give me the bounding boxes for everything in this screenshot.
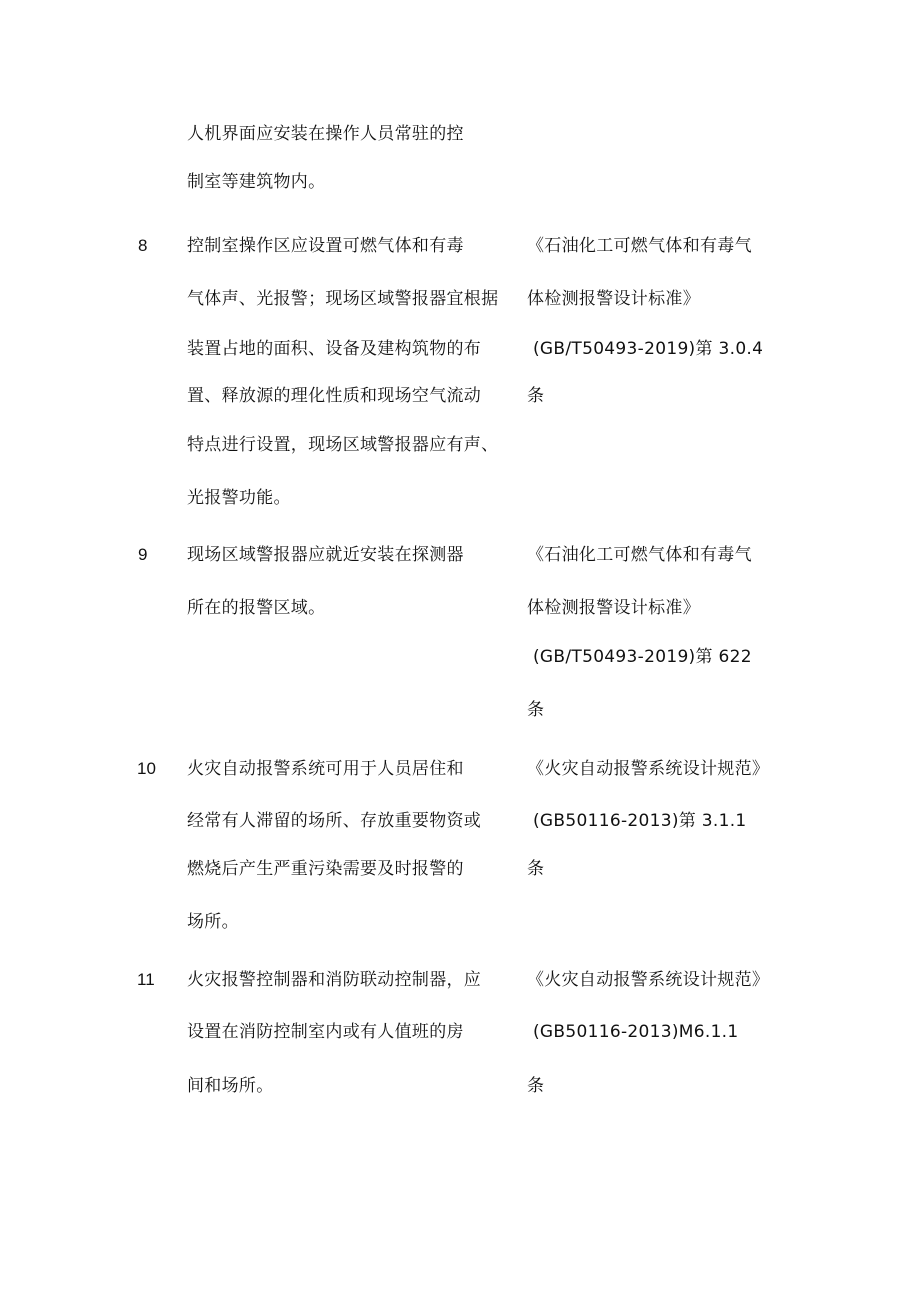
basis-line: 体检测报警设计标准》 xyxy=(527,289,700,309)
requirement-line: 置、释放源的理化性质和现场空气流动 xyxy=(187,386,482,406)
requirement-line: 装置占地的面积、设备及建构筑物的布 xyxy=(187,339,482,359)
requirement-line: 气体声、光报警；现场区域警报器宜根据 xyxy=(187,289,499,309)
row-number: 11 xyxy=(137,970,155,989)
requirement-line: 控制室操作区应设置可燃气体和有毒 xyxy=(187,236,464,256)
basis-line: 《火灾自动报警系统设计规范》 xyxy=(527,970,770,990)
requirement-line: 光报警功能。 xyxy=(187,488,291,508)
basis-line: (GB/T50493-2019)第 622 xyxy=(533,647,752,667)
basis-line: 条 xyxy=(527,386,545,406)
row-number: 9 xyxy=(138,545,148,564)
requirement-line: 制室等建筑物内。 xyxy=(187,172,326,192)
basis-line: 《火灾自动报警系统设计规范》 xyxy=(527,759,770,779)
row-number: 10 xyxy=(137,759,156,778)
requirement-line: 燃烧后产生严重污染需要及时报警的 xyxy=(187,859,464,879)
requirement-line: 火灾自动报警系统可用于人员居住和 xyxy=(187,759,464,779)
basis-line: 体检测报警设计标准》 xyxy=(527,598,700,618)
requirement-line: 人机界面应安装在操作人员常驻的控 xyxy=(187,124,464,144)
requirement-line: 场所。 xyxy=(187,912,239,932)
basis-line: 条 xyxy=(527,1076,545,1096)
basis-line: (GB50116-2013)第 3.1.1 xyxy=(533,811,747,831)
basis-line: 《石油化工可燃气体和有毒气 xyxy=(527,236,752,256)
basis-line: 条 xyxy=(527,700,545,720)
basis-line: 《石油化工可燃气体和有毒气 xyxy=(527,545,752,565)
basis-line: (GB/T50493-2019)第 3.0.4 xyxy=(533,339,764,359)
requirement-line: 经常有人滞留的场所、存放重要物资或 xyxy=(187,811,482,831)
requirement-line: 设置在消防控制室内或有人值班的房 xyxy=(187,1022,464,1042)
basis-line: 条 xyxy=(527,859,545,879)
requirement-line: 现场区域警报器应就近安装在探测器 xyxy=(187,545,464,565)
basis-line: (GB50116-2013)M6.1.1 xyxy=(533,1022,739,1042)
requirement-line: 特点进行设置，现场区域警报器应有声、 xyxy=(187,435,499,455)
requirement-line: 所在的报警区域。 xyxy=(187,598,326,618)
requirement-line: 火灾报警控制器和消防联动控制器，应 xyxy=(187,970,482,990)
row-number: 8 xyxy=(138,236,148,255)
requirement-line: 间和场所。 xyxy=(187,1076,274,1096)
